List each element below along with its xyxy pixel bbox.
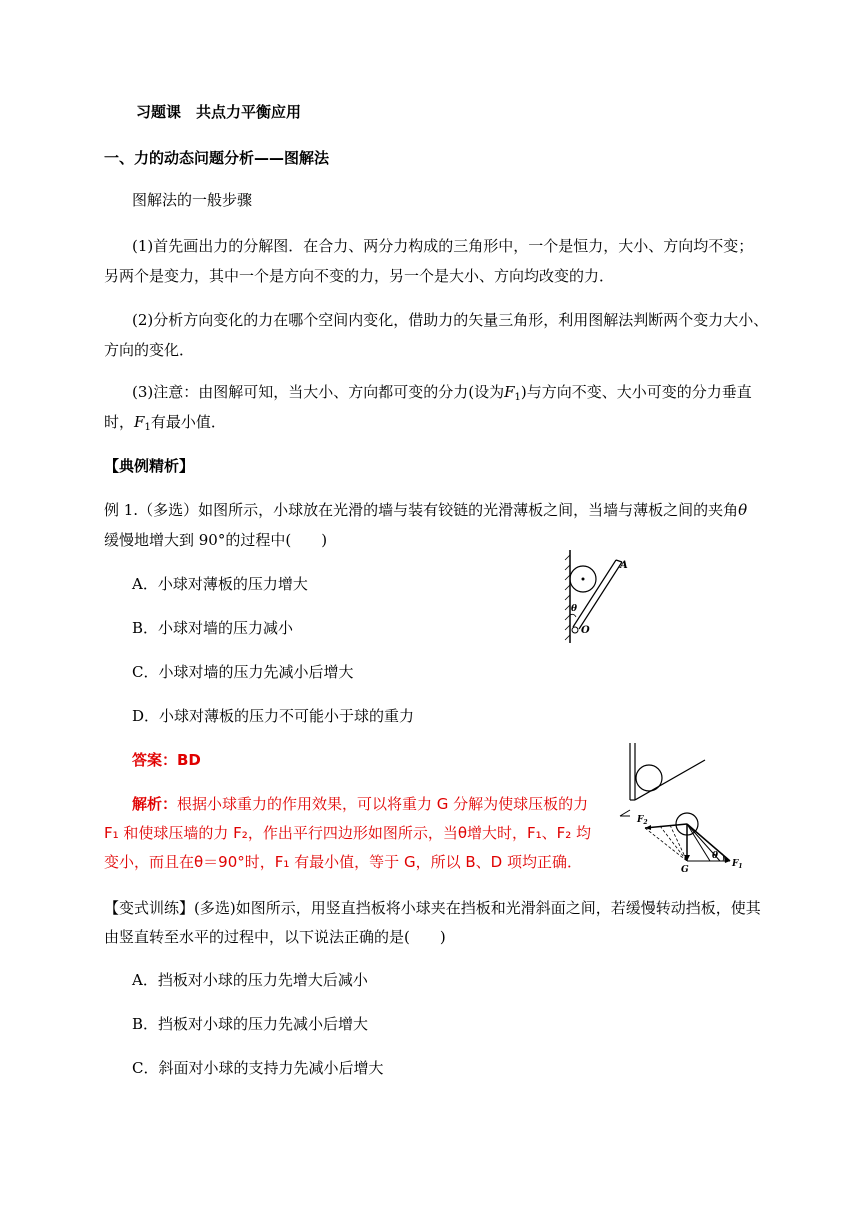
example1-option-b: B．小球对墙的压力减小 bbox=[132, 619, 294, 637]
step3-line2: 时，$F_1$有最小值． bbox=[104, 413, 226, 433]
analysis-line1: 解析：根据小球重力的作用效果，可以将重力 G 分解为使球压板的力 bbox=[132, 795, 589, 813]
variant-line1: 【变式训练】(多选)如图所示，用竖直挡板将小球夹在挡板和光滑斜面之间，若缓慢转动挡板，使其 bbox=[104, 899, 761, 917]
example1-option-a: A．小球对薄板的压力增大 bbox=[132, 575, 308, 593]
wall-board-figure bbox=[560, 545, 640, 650]
variant-option-b: B．挡板对小球的压力先减小后增大 bbox=[132, 1015, 369, 1033]
label-theta2: θ bbox=[712, 851, 719, 861]
example1-line2: 缓慢地增大到 90°的过程中( ) bbox=[104, 531, 328, 549]
force-decomposition-figure bbox=[615, 738, 755, 873]
step1-line1: (1)首先画出力的分解图．在合力、两分力构成的三角形中，一个是恒力，大小、方向均不变； bbox=[132, 237, 754, 255]
label-g: G bbox=[681, 865, 689, 873]
svg-text:F1: $F_1$ bbox=[732, 859, 743, 870]
step2-line2: 方向的变化． bbox=[104, 341, 195, 359]
example1-option-c: C．小球对墙的压力先减小后增大 bbox=[132, 663, 354, 681]
examples-header: 【典例精析】 bbox=[104, 457, 195, 475]
label-f2: F bbox=[637, 815, 644, 825]
section-heading: 一、力的动态问题分析——图解法 bbox=[104, 149, 330, 167]
analysis-line2: F₁ 和使球压墙的力 F₂，作出平行四边形如图所示，当θ增大时，F₁、F₂ 均 bbox=[104, 824, 592, 842]
label-o: O bbox=[581, 625, 590, 636]
analysis-line3: 变小，而且在θ＝90°时，F₁ 有最小值，等于 G，所以 B、D 项均正确． bbox=[104, 853, 582, 871]
answer: 答案：BD bbox=[132, 751, 201, 769]
variant-option-a: A．挡板对小球的压力先增大后减小 bbox=[132, 971, 368, 989]
label-theta: θ bbox=[571, 604, 578, 614]
example1-line1: 例 1.（多选）如图所示，小球放在光滑的墙与装有铰链的光滑薄板之间，当墙与薄板之间的夹角θ bbox=[104, 501, 748, 519]
variant-option-c: C．斜面对小球的支持力先减小后增大 bbox=[132, 1059, 384, 1077]
subheading: 图解法的一般步骤 bbox=[132, 191, 253, 209]
label-f1: F bbox=[732, 859, 739, 869]
step3-line1: (3)注意：由图解可知，当大小、方向都可变的分力(设为$F_1$)与方向不变、大小可变的分力垂直 bbox=[132, 383, 752, 403]
example1-option-d: D．小球对薄板的压力不可能小于球的重力 bbox=[132, 707, 415, 725]
page-title: 习题课 共点力平衡应用 bbox=[136, 103, 302, 121]
label-a: A bbox=[620, 560, 628, 571]
svg-text:F2: $F_2$ bbox=[637, 815, 648, 826]
step2-line1: (2)分析方向变化的力在哪个空间内变化，借助力的矢量三角形，利用图解法判断两个变力大小、 bbox=[132, 311, 769, 329]
variant-line2: 由竖直转至水平的过程中，以下说法正确的是( ) bbox=[104, 928, 446, 946]
step1-line2: 另两个是变力，其中一个是方向不变的力，另一个是大小、方向均改变的力． bbox=[104, 267, 615, 285]
